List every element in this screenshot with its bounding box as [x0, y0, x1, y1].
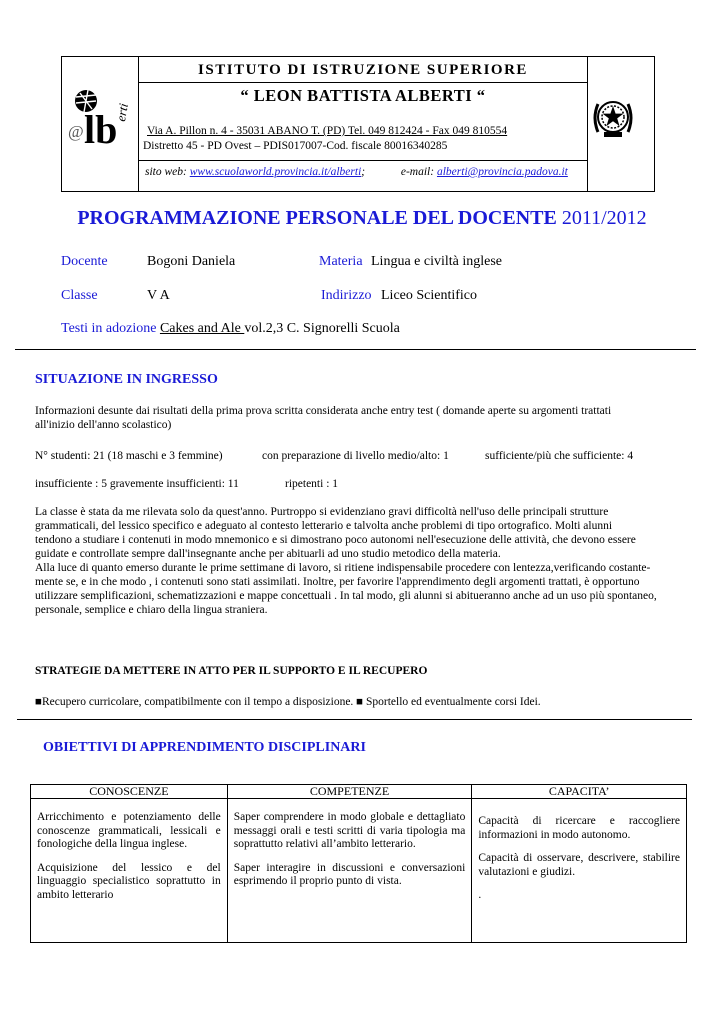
- paragraph-line: Alla luce di quanto emerso durante le prime settimane di lavoro, si ritiene indispensabile procedere con lentezza,verificando costante-: [35, 562, 651, 574]
- insufficiente-count: insufficiente : 5 gravemente insufficienti: 11: [35, 478, 239, 490]
- web-separator: ;: [361, 166, 366, 178]
- divider: [17, 719, 692, 720]
- section-heading-strategie: STRATEGIE DA METTERE IN ATTO PER IL SUPPORTO E IL RECUPERO: [35, 665, 428, 677]
- sufficiente-count: sufficiente/più che sufficiente: 4: [485, 450, 634, 462]
- ingresso-paragraph-1: [35, 505, 700, 561]
- school-contacts: [145, 166, 568, 178]
- capacita-item: Capacità di ricercare e raccogliere informazioni in modo autonomo.: [478, 815, 680, 841]
- testi-row: [61, 321, 400, 337]
- ingresso-info-line: all'inizio dell'anno scolastico): [35, 419, 172, 431]
- conoscenze-cell: [31, 799, 228, 943]
- competenze-item: Saper comprendere in modo globale e dettagliato messaggi orali e testi scritti di varia tipologia ma soprattutto relativi all’ambito letterario.: [233, 811, 466, 850]
- indirizzo-value: Liceo Scientifico: [381, 288, 478, 303]
- table-row: [31, 799, 687, 943]
- docente-label: Docente: [61, 254, 108, 269]
- paragraph-line: grammaticali, del lessico specifico e adeguato al contesto letterario e talvolta anche problemi di tipo ortografico. Molti alunni: [35, 520, 613, 532]
- testi-details: vol.2,3 C. Signorelli Scuola: [244, 321, 400, 336]
- materia-value: Lingua e civiltà inglese: [371, 254, 503, 269]
- docente-value: Bogoni Daniela: [147, 254, 236, 269]
- competenze-cell: [227, 799, 472, 943]
- ripetenti-count: ripetenti : 1: [285, 478, 339, 490]
- email-link[interactable]: alberti@provincia.padova.it: [436, 166, 568, 178]
- section-heading-ingresso: SITUAZIONE IN INGRESSO: [35, 372, 218, 387]
- capacita-cell: [472, 799, 687, 943]
- section-heading-obiettivi: OBIETTIVI DI APPRENDIMENTO DISCIPLINARI: [43, 740, 366, 755]
- title-main: PROGRAMMAZIONE PERSONALE DEL DOCENTE: [77, 207, 557, 229]
- logo-letter-a: @: [68, 122, 84, 141]
- title-year: 2011/2012: [561, 207, 647, 229]
- institute-name: ISTITUTO DI ISTRUZIONE SUPERIORE: [198, 62, 528, 78]
- column-header-conoscenze: CONOSCENZE: [31, 785, 228, 799]
- header-divider: [139, 160, 587, 161]
- classe-label: Classe: [61, 288, 98, 303]
- republic-emblem-icon: [590, 92, 636, 142]
- ingresso-info-line: Informazioni desunte dai risultati della prima prova scritta considerata anche entry test ( domande aperte su argomenti trattati: [35, 405, 612, 417]
- school-address: Via A. Pillon n. 4 - 35031 ABANO T. (PD) Tel. 049 812424 - Fax 049 810554: [147, 125, 508, 137]
- school-name: “ LEON BATTISTA ALBERTI “: [240, 86, 486, 105]
- conoscenze-item: Arricchimento e potenziamento delle conoscenze grammaticali, lessicali e fonologiche della lingua inglese.: [37, 811, 221, 850]
- strategie-line: ■Recupero curricolare, compatibilmente con il tempo a disposizione. ■ Sportello ed eventualmente corsi Idei.: [35, 696, 541, 708]
- medio-alto-count: con preparazione di livello medio/alto: 1: [262, 450, 449, 462]
- conoscenze-item: Acquisizione del lessico e del linguaggio specialistico soprattutto in ambito letterario: [37, 861, 221, 901]
- paragraph-line: tendono a studiare i contenuti in modo mnemonico e si dimostrano poco autonomi nell'esecuzione delle attività, che devono essere: [35, 534, 636, 546]
- page-title: [0, 207, 724, 230]
- paragraph-line: utilizzare semplificazioni, schematizzazioni e mappe concettuali . In tal modo, gli alunni si abitueranno anche ad un uso più spontaneo,: [35, 590, 657, 602]
- students-count: N° studenti: 21 (18 maschi e 3 femmine): [35, 450, 223, 462]
- email-label: e-mail:: [400, 166, 437, 178]
- column-header-capacita: CAPACITA’: [472, 785, 687, 799]
- competenze-item: Saper interagire in discussioni e conversazioni esprimendo il proprio punto di vista.: [233, 861, 466, 887]
- web-label: sito web:: [145, 166, 190, 178]
- school-district: Distretto 45 - PD Ovest – PDIS017007-Cod. fiscale 80016340285: [143, 140, 448, 152]
- web-link[interactable]: www.scuolaworld.provincia.it/alberti: [189, 166, 362, 178]
- classe-value: V A: [147, 288, 170, 303]
- paragraph-line: guidate e controllate sempre dall'insegnante anche per abituarli ad uno studio metodico della materia.: [35, 548, 501, 560]
- capacita-item: Capacità di osservare, descrivere, stabilire valutazioni e giudizi.: [478, 852, 680, 878]
- table-header-row: [31, 785, 687, 799]
- testi-book: Cakes and Ale: [159, 321, 245, 336]
- ingresso-paragraph-2: [35, 561, 700, 617]
- header-divider: [139, 82, 587, 83]
- logo-letters-lb: lb: [84, 107, 118, 152]
- paragraph-line: personale, semplice e chiaro della lingua straniera.: [35, 604, 268, 616]
- materia-label: Materia: [319, 254, 363, 269]
- testi-label: Testi in adozione: [61, 321, 157, 336]
- school-logo: [62, 57, 138, 191]
- logo-letters-erti: erti: [113, 102, 131, 123]
- ingresso-info: [35, 404, 691, 432]
- objectives-table: [30, 784, 687, 943]
- column-header-competenze: COMPETENZE: [227, 785, 472, 799]
- capacita-item: .: [478, 889, 482, 901]
- paragraph-line: La classe è stata da me rilevata solo da quest'anno. Purtroppo si evidenziano gravi difficoltà nell'uso delle principali strutture: [35, 506, 609, 518]
- divider: [15, 349, 696, 350]
- paragraph-line: mente se, e in che modo , i contenuti sono stati assimilati. Inoltre, per favorire l'apprendimento degli argomenti trattati, è opportuno: [35, 576, 640, 588]
- indirizzo-label: Indirizzo: [321, 288, 372, 303]
